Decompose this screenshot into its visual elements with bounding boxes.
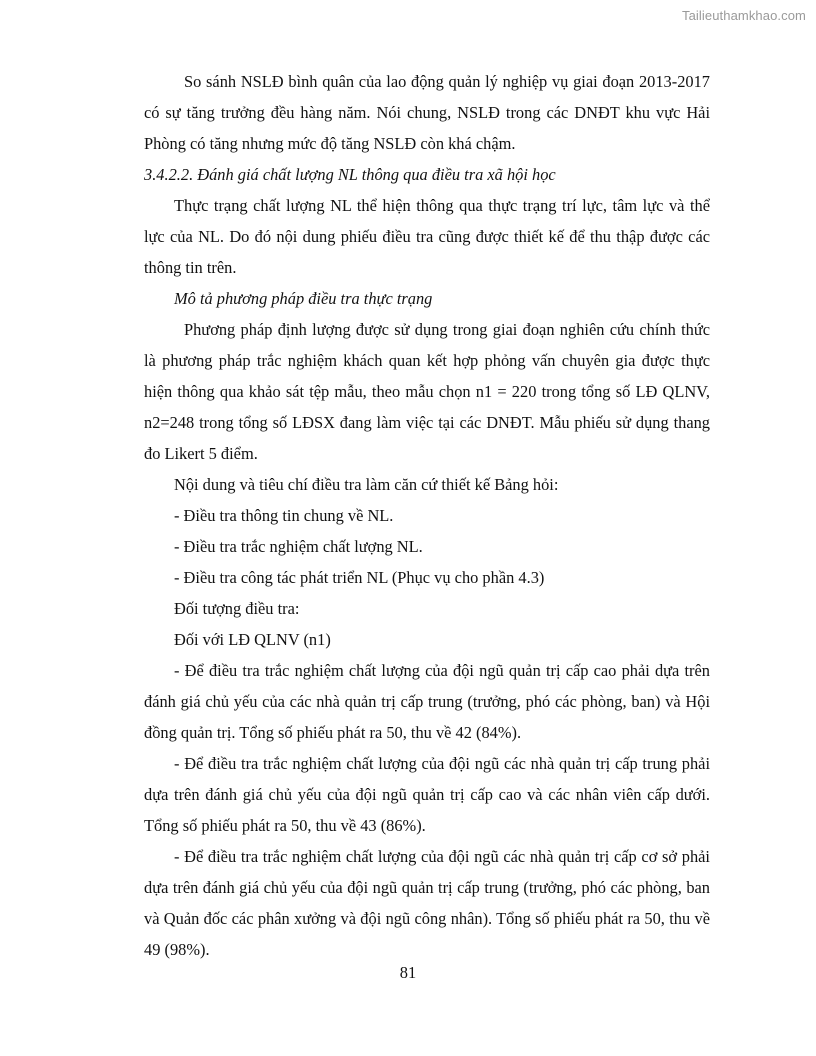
section-heading-3-4-2-2: 3.4.2.2. Đánh giá chất lượng NL thông qua điều tra xã hội học bbox=[144, 165, 556, 184]
page-number: 81 bbox=[399, 963, 417, 982]
list-item: - Điều tra công tác phát triển NL (Phục vụ cho phần 4.3) bbox=[174, 568, 545, 587]
paragraph-quantitative-method: Phương pháp định lượng được sử dụng trong giai đoạn nghiên cứu chính thức là phương pháp trắc nghiệm khách quan kết hợp phỏng vấn chuyên gia được thực hiện thông qua khảo sát tệp mẫu, theo mẫu chọn n1 = 220 trong tổng số LĐ QLNV, n2=248 trong tổng số LĐSX đang làm việc tại các DNĐT. Mẫu phiếu sử dụng thang đo Likert 5 điểm. bbox=[144, 320, 710, 463]
list-item: - Điều tra trắc nghiệm chất lượng NL. bbox=[174, 537, 423, 556]
list-item: - Để điều tra trắc nghiệm chất lượng của đội ngũ các nhà quản trị cấp cơ sở phải dựa trên đánh giá chủ yếu của đội ngũ quản trị cấp trung (trưởng, phó các phòng, ban và Quản đốc các phân xưởng và đội ngũ công nhân). Tổng số phiếu phát ra 50, thu về 49 (98%). bbox=[144, 847, 710, 959]
paragraph-qlnv-group: Đối với LĐ QLNV (n1) bbox=[174, 630, 331, 649]
paragraph-quality-status: Thực trạng chất lượng NL thể hiện thông qua thực trạng trí lực, tâm lực và thể lực của NL. Do đó nội dung phiếu điều tra cũng được thiết kế để thu thập được các thông tin trên. bbox=[144, 196, 710, 277]
watermark: Tailieuthamkhao.com bbox=[681, 8, 806, 23]
paragraph-nsld-comparison: So sánh NSLĐ bình quân của lao động quản lý nghiệp vụ giai đoạn 2013-2017 có sự tăng trưởng đều hàng năm. Nói chung, NSLĐ trong các DNĐT khu vực Hải Phòng có tăng nhưng mức độ tăng NSLĐ còn khá chậm. bbox=[144, 72, 710, 153]
paragraph-survey-content: Nội dung và tiêu chí điều tra làm căn cứ thiết kế Bảng hỏi: bbox=[174, 475, 559, 494]
paragraph-survey-subjects: Đối tượng điều tra: bbox=[174, 599, 300, 618]
document-body bbox=[144, 66, 710, 965]
subheading-survey-method: Mô tả phương pháp điều tra thực trạng bbox=[174, 289, 433, 308]
list-item: - Để điều tra trắc nghiệm chất lượng của đội ngũ quản trị cấp cao phải dựa trên đánh giá chủ yếu của các nhà quản trị cấp trung (trưởng, phó các phòng, ban) và Hội đồng quản trị. Tổng số phiếu phát ra 50, thu về 42 (84%). bbox=[144, 661, 710, 742]
list-item: - Điều tra thông tin chung về NL. bbox=[174, 506, 394, 525]
list-item: - Để điều tra trắc nghiệm chất lượng của đội ngũ các nhà quản trị cấp trung phải dựa trên đánh giá chủ yếu của đội ngũ quản trị cấp cao và các nhân viên cấp dưới. Tổng số phiếu phát ra 50, thu về 43 (86%). bbox=[144, 754, 710, 835]
